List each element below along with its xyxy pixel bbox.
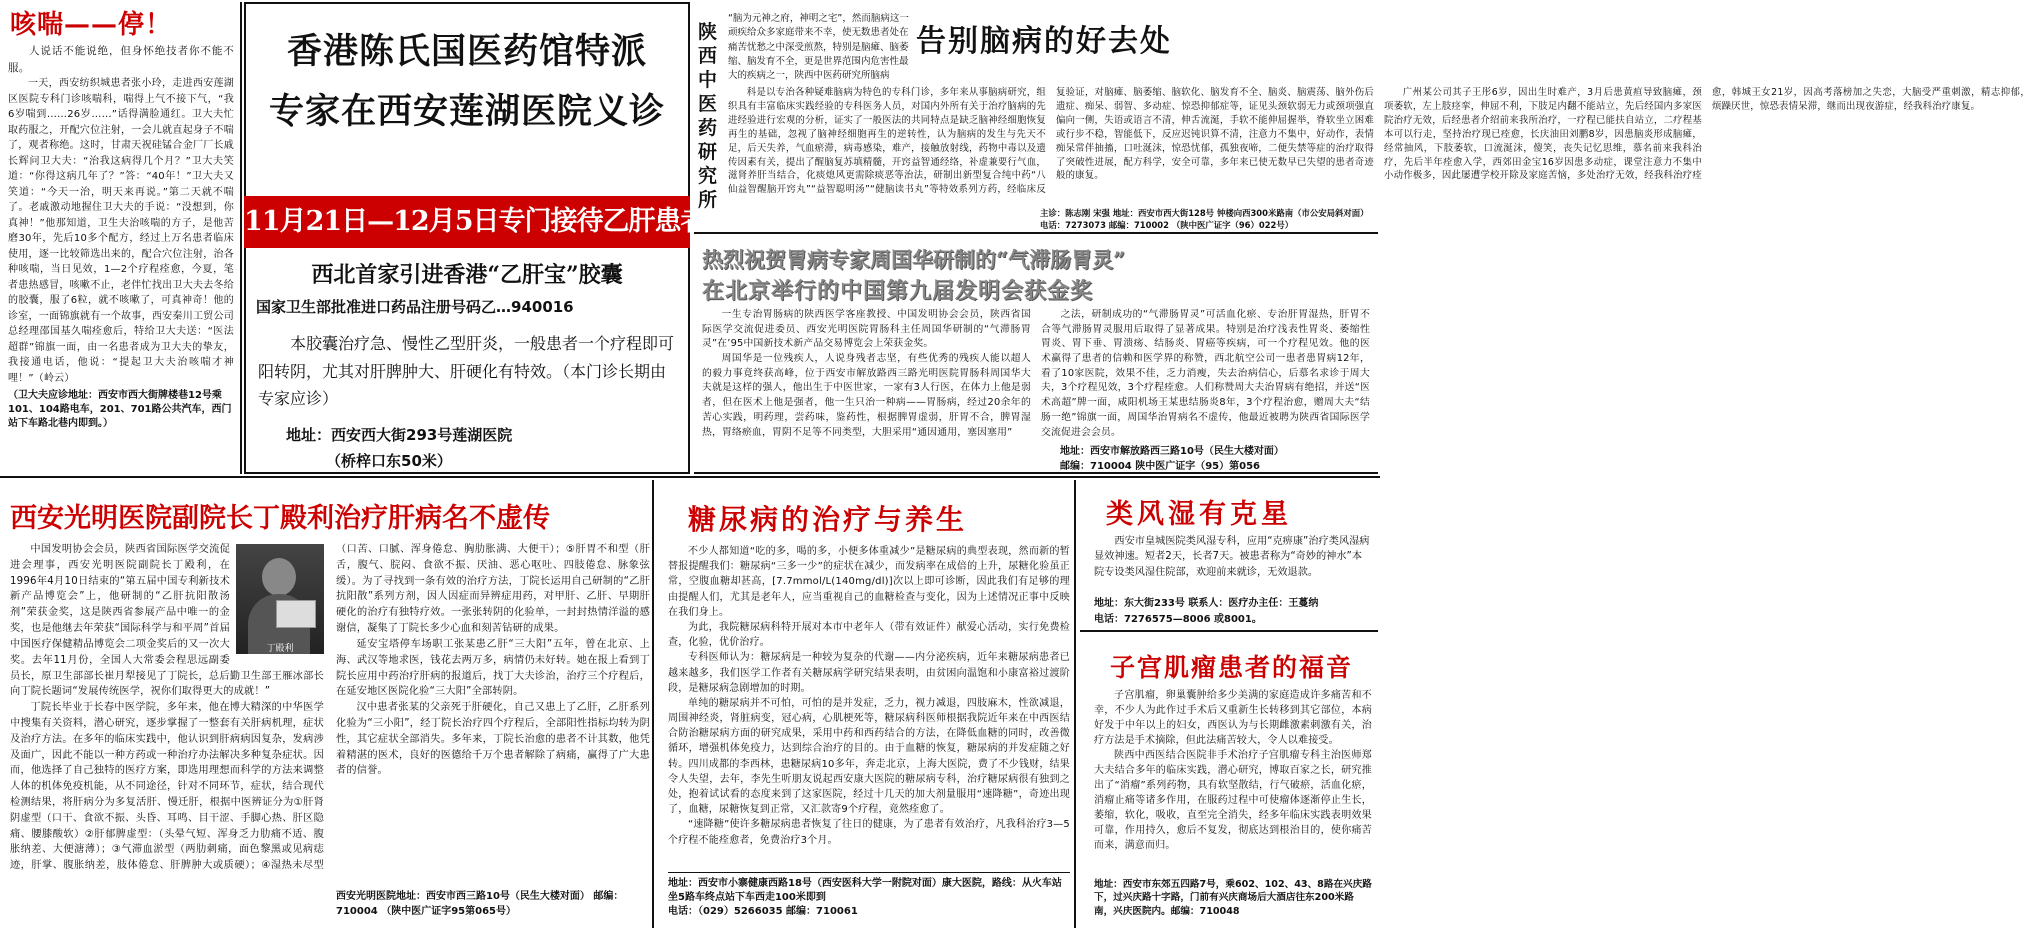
article-cough — [2, 2, 242, 474]
article-diabetes — [658, 480, 1076, 928]
fibroid-paragraph: 陕西中西医结合医院非手术治疗子宫肌瘤专科主治医师郑大夫结合多年的临床实践，潜心研究，博取百家之长，研究推出了“消瘤”系列药物，具有软坚散结，行气破瘀，活血化瘀，消瘤止痛等诸多作用，在服药过程中可使瘤体逐渐停止生长，萎缩，软化，吸收，直至完全消失，经多年临床实践表明效果可靠，作用持久，愈后不复发，彻底达到根治目的，使你痛苦而来，满意而归。 — [1094, 750, 1372, 851]
stomach-title-2: 在北京举行的中国第九届发明会获金奖 — [702, 278, 1094, 304]
hk-headline-1: 香港陈氏国医药馆特派 — [286, 31, 647, 72]
stomach-postcode: 邮编：710004 陕中医广证字（95）第056 — [1060, 461, 1261, 472]
liver-address: 西安光明医院地址：西安市西三路10号（民生大楼对面） 邮编：710004 （陕中医广证字95第065号） — [336, 891, 624, 917]
stomach-title-1: 热烈祝贺胃病专家周国华研制的“气滞肠胃灵” — [702, 247, 1126, 272]
liver-title: 西安光明医院副院长丁殿利治疗肝病名不虚传 — [10, 503, 550, 534]
liver-paragraph: 汉中患者张某的父亲死于肝硬化，自己又患上了乙肝，乙肝系列化验为“三小阳”，经丁院长治疗四个疗程后，全部阳性指标均转为阴性，其它症状全部消失。多年来，丁院长治愈的患者不计其数，他凭着精湛的医术，良好的医德给千万个患者解除了病痛，赢得了广大患者的信誉。 — [336, 702, 650, 777]
brain-address: 主诊：陈志刚 宋强 地址：西安市西大街128号 钟楼向西300米路南（市公安局斜对面） — [1040, 208, 1369, 218]
liver-photo-caption: 丁殿利 — [266, 644, 294, 654]
fibroid-paragraph: 子宫肌瘤，卵巢囊肿给多少美满的家庭造成许多痛苦和不幸，不少人为此作过手术后又重新生长转移到其它部位，本病好发于中年以上的妇女，西医认为与长期雌激素刺激有关，治疗方法是手术摘除，但此法痛苦较大，令人以难接受。 — [1094, 690, 1372, 746]
diabetes-title: 糖尿病的治疗与养生 — [688, 503, 968, 536]
cough-title: 咳喘——停！ — [10, 10, 173, 40]
stomach-paragraph: 一生专治胃肠病的陕西医学客座教授、中国发明协会会员，陕西省国际医学交流促进委员、西安光明医院胃肠科主任周国华研制的“气滞肠胃灵”在’95中国新技术新产品交易博览会上荣获金奖。 — [702, 309, 1031, 350]
stomach-address: 地址：西安市解放路西三路10号（民生大楼对面） — [1060, 446, 1284, 457]
hk-headline-2: 专家在西安莲湖医院义诊 — [268, 91, 665, 132]
article-stomach — [694, 236, 1378, 474]
brain-paragraph: 广州某公司其子王彤6岁，因出生时难产，3月后患黄疸导致脑瘫，颈项萎软，左上肢痉挛，伸屈不利，下肢足内翻不能站立，先后经国内多家医院治疗无效，后经患者介绍前来我所治疗，一疗程已能扶自站立，二疗程基本可以行走，坚持治疗现已痊愈，长庆油田刘鹏8岁，因患脑炎形成脑瘫，经常抽风，下肢萎软，口流涎沫，傻笑，丧失记忆思维，慕名前来我科治疗，先后半年痊愈入学，西郊田金宝16岁因患多动症，课堂注意力不集中小动作极多，因此屡遭学校开除及家庭苦恼，多处治疗无效，经我科治疗痊愈，韩城王女21岁，因高考落榜加之失恋，大脑受严重刺激，精志抑郁，烦躁厌世，惊恐表情呆滞，继而出现夜游症，经我科治疗康复。 — [1384, 87, 2030, 182]
diabetes-phone: 电话：（029）5266035 邮编：710061 — [668, 906, 858, 917]
hk-registration: 国家卫生部批准进口药品注册号码乙…940016 — [256, 298, 574, 316]
rheumatism-address: 地址：东大街233号 联系人：医疗办主任：王蔓纳 — [1094, 598, 1319, 609]
brain-paragraph: 科是以专治各种疑难脑病为特色的专科门诊，多年来从事脑病研究，组织具有丰富临床实践经验的专科医务人员，对国内外所有关于治疗脑病的先进经验进行宏观的分析，证实了一般医法的共同特点是缺乏脑神经细胞恢复再生的基础，忽视了脑神经细胞再生的逆转性，认为脑病的发生与先天不足，后天失养，气血瘀滞，病毒感染，难产，接触放射线，药物中毒以及遗传因素有关，提出了醒脑复苏填精髓，开窍益智通经络，补虚兼要行气血，滋肾养肝当结合，化痰熄风更需除痰恶等治法，研制出新型复合纯中药“八仙益智醒脑开窍丸”“益智聪明汤”“健脑读书丸”等特效系列方药，经临床反复验证，对脑瘫、脑萎缩、脑软化、脑发育不全、脑炎、脑震荡、脑外伤后遗症、痴呆、弱智、多动症、惊恐抑郁症等，证见头颈软弱无力或颈项强直偏向一侧，失语或语言不清，伸舌流涎，手软不能伸屈握举，脊软坐立困难或行步不稳，智能低下，反应迟钝识算不清，注意力不集中，好动作，表情痴呆常伴抽搐，口吐涎沫，惊恐忧郁，孤独夜啼，二便失禁等症的治疗取得了突破性进展，配方科学，安全可靠，多年来已使无数早已失望的患者奇迹般的康复。 — [728, 87, 1374, 196]
cough-paragraph: 人说话不能说绝，但身怀绝技者你不能不服。 — [8, 45, 234, 74]
diabetes-paragraph: 不少人都知道“吃的多，喝的多，小便多体重减少”是糖尿病的典型表现，然而新的暂替报提醒我们：糖尿病“三多一少”的症状在减少，而发病率在成倍的上升，尿糖化验虽正常，空腹血糖却甚高，[7.7mmol/L(140mg/dl)]次以上即可诊断，因此我们有足够的理由提醒人们，尤其是老年人，应当重视自己的血糖检查与变化，因为上述情况正事中反映在我们身上。 — [668, 546, 1070, 618]
brain-intro: “脑为元神之府，神明之宅”，然而脑病这一顽疾给众多家庭带来不幸，使无数患者处在痛苦忧愁之中深受煎熬，特别是脑瘫、脑萎缩、脑发育不全，更是世界范围内危害性最大的疾病之一，陕西中医药研究所脑病 — [728, 13, 909, 81]
article-liver — [2, 480, 654, 928]
rheumatism-body: 西安市皇城医院类风湿专科，应用“克痹康”治疗类风湿病显效神速。短者2天，长者7天。被患者称为“奇妙的神水”本院专设类风湿住院部，欢迎前来就诊，无效退款。 — [1094, 536, 1370, 578]
hk-banner: 11月21日—12月5日专门接待乙肝患者 — [244, 196, 690, 248]
article-fibroid — [1080, 634, 1378, 928]
diabetes-address: 地址：西安市小寨健康西路18号（西安医科大学一附院对面）康大医院，路线：从火车站坐5路车终点站下车西走100米即到 — [668, 878, 1062, 903]
article-hk-clinic — [244, 2, 707, 474]
fibroid-title: 子宫肌瘤患者的福音 — [1110, 653, 1354, 682]
stomach-paragraph: 周国华是一位残疾人，人说身残者志坚，有些优秀的残疾人能以超人的毅力事竟终获高峰，位于西安市解放路西三路光明医院胃肠科周国华大夫就是这样的强人，他出生于中医世家，一家有3人行医，在体力上他是弱者，但在医术上他是强者，他一生只治一种病——胃肠病，经过20余年的苦心实践，明药理，尝药味，鉴药性，根据脾胃虚弱，肝胃不合，脾胃湿热，胃络瘀血，胃阴不足等不同类型，大胆采用“通因通用，塞因塞用” — [702, 353, 1031, 438]
stomach-paragraph: 之法，研制成功的“气滞肠胃灵”可活血化瘀、专治肝胃湿热，肝胃不合等气滞肠胃灵服用后取得了显著成果。特别是治疗浅表性胃炎、萎缩性胃炎、胃下垂、胃溃疡、结肠炎、胃癌等疾病，可一个疗程见效。他的医术赢得了患者的信赖和医学界的称赞，西北航空公司一患者患胃病12年，看了10家医院，效果不佳，乏力消瘦，失去治病信心，后慕名求诊于周大夫，3个疗程见效，3个疗程痊愈。人们称赞周大夫治胃病有绝招，并送“医术高超”牌一面，咸阳机场王某患结肠炎8年，3个疗程治愈，赠周大夫“结肠一绝”锦旗一面，周国华治胃病名不虚传，他最近被聘为陕西省国际医学交流促进会会员。 — [1041, 309, 1370, 438]
cough-address: （卫大夫应诊地址：西安市西大街牌楼巷12号乘101、104路电车，201、701路公共汽车，西门站下车路北巷内即到。） — [8, 390, 232, 430]
liver-paragraph: 中国发明协会会员，陕西省国际医学交流促进会理事，西安光明医院副院长丁殿利，在1996年4月10日结束的“第五届中国专利新技术新产品博览会”上，他研制的“乙肝抗阳散汤剂”荣获金奖，这是陕西省参展产品中唯一的金奖，也是他继去年荣获“国际科学与和平周”首届中国医疗保健精品博览会二项金奖后的又一次大奖。去年11月份，全国人大常委会程思远副委员长，原卫生部部长崔月犁接见了丁院长，总后勤卫生部王雁冰部长向丁院长题词“发展传统医学，祝你们取得更大的成就！” — [10, 544, 324, 698]
diabetes-paragraph: “速降糖”使许多糖尿病患者恢复了往日的健康，为了患者有效治疗，凡我科治疗3—5个疗程不能痊愈者，免费治疗3个月。 — [668, 819, 1070, 846]
hk-subtitle: 西北首家引进香港“乙肝宝”胶囊 — [311, 262, 623, 288]
brain-vertical-label: 陕西中医药研究所 — [698, 21, 718, 211]
article-rheumatism — [1080, 480, 1378, 632]
diabetes-paragraph: 为此，我院糖尿病科特开展对本市中老年人（带有效证件）献爱心活动，实行免费检查，化验，优价治疗。 — [668, 621, 1070, 649]
liver-photo — [236, 544, 324, 654]
page-divider — [0, 476, 1380, 478]
diabetes-paragraph: 单纯的糖尿病并不可怕，可怕的是并发症，乏力，视力减退，四肢麻木，性欲减退，周围神经炎，肾脏病变，冠心病，心肌梗死等，糖尿病科医师根据我院近年来在中西医结合防治糖尿病方面的研究成果，采用中药和西药结合的方法，在降低血糖的同时，改善微循环，增强机体免疫力，达到综合治疗的目的。由于血糖的恢复，糖尿病的并发症随之好转。四川成都的李西林，患糖尿病10多年，奔走北京，上海大医院，费了不少钱财，结果令人失望，去年，李先生听朋友说起西安康大医院的糖尿病专科，治疗糖尿病很有独到之处，抱着试试看的态度来到了这家医院，经过十几天的加大剂量服用“速降糖”，奇迹出现了，血糖，尿糖恢复到正常，又汇款寄9个疗程，竟然痊愈了。 — [668, 697, 1070, 816]
brain-phone: 电话：7273073 邮编：710002 （陕中医广证字（96）022号） — [1040, 220, 1294, 230]
brain-title: 告别脑病的好去处 — [916, 24, 1172, 59]
hk-address-note: （桥梓口东50米） — [326, 452, 452, 470]
cough-paragraph: 一天，西安纺织城患者张小玲，走进西安莲湖区医院专科门诊咳喘科，喘得上气不接下气，“我6岁喘到……26岁……”话得满脸通红。卫大夫忙取药服之，开配穴位注射，一会儿就直起身子不喘了，观者称绝。这时，甘肃天祝硅锰合金厂厂长戚长辉问卫大夫：“治我这病得几个月？”卫大夫笑道：“你得这病几年了？”答：“40年！”卫大夫又笑道：“今天一治，明天来再说。”第二天就不喘了。老戚激动地握住卫大夫的手说：“没想到，你真神！”他那知道，卫生夫治咳喘的方子，是他苦磨30年，先后10多个配方，经过上万名患者临床使用，逐一比较筛选出来的，配合穴位注射，治各种咳喘，当日见效，1—2个疗程痊愈，今夏，笔者患热感冒，咳嗽不止，老伴忙找出卫大夫去冬给的胶囊，服了6粒，就不咳嗽了，可真神奇！他的诊室，一面锦旗就有一个故事，西安秦川工贸公司总经理邵国基久喘痊愈后，特给卫大夫送：“医法超群”锦旗一面，由一名患者成为卫大夫的挚友，我接通电话，他说：“提起卫大夫治咳喘才神哩！”（岭云） — [8, 78, 234, 384]
rheumatism-phone: 电话：7276575—8006 或8001。 — [1094, 614, 1262, 625]
liver-paragraph: 延安宝塔停车场职工张某患乙肝“三大阳”五年，曾在北京、上海、武汉等地求医，钱花去两万多，病情仍未好转。她在报上看到丁院长应用中药治疗肝病的报道后，找丁大夫诊治，治疗三个疗程后，在延安地区医院化验“三大阳”全部转阴。 — [336, 638, 650, 698]
liver-paragraph: 丁院长毕业于长春中医学院，多年来，他在博大精深的中华医学中搜集有关资料，潜心研究，逐步掌握了一整套有关肝病机理，症状及治疗方法。在多年的临床实践中，他认识到肝病病因复杂，发病涉及面广，因此不能以一种方药或一种治疗办法解决多种复杂症状。因而，他选择了自己独特的医疗方案，即选用理想而科学的方法来调整人体的机体免疫机能，从不同途径，针对不同环节，症状，结合现代检测结果，将肝病分为多复活肝、慢迁肝，根据中医辨证分为①肝肾阴虚型（口干、食欲不振、头昏、耳鸣、目干涩、手脚心热、肝区隐痛、腰膝酸软）②肝郁脾虚型：（头晕气短、浑身乏力肋痛不适、腹胀纳差、大便溏薄）；③气滞血淤型（两肋刺痛，面色黎黑或见病痣迹，肝掌、腹胀纳差，肢体倦怠、肝脾肿大或质硬）；④湿热未尽型（口苦、口腻、浑身倦怠、胸肋胀满、大便干）；⑤肝胃不和型（肝舌，腹气、脘闷、食欲不振、厌油、恶心呕吐、四肢倦怠、脉象弦缓）。为了寻找到一条有效的治疗方法，丁院长运用自己研制的“乙肝抗阳散”系列方剂，因人因症而异辨症用药，对甲肝、乙肝、早期肝硬化的治疗有独特疗效。一张张转阴的化验单，一封封热情洋溢的感谢信，凝集了丁院长多少心血和刻苦钻研的成果。 — [10, 544, 650, 872]
diabetes-paragraph: 专科医师认为：糖尿病是一种较为复杂的代谢——内分泌疾病，近年来糖尿病患者已越来越多，我们医学工作者有关糖尿病学研究结果表明，由贫困向温饱和小康富裕过渡阶段，是糖尿病急剧增加的时期。 — [668, 652, 1070, 694]
rheumatism-title: 类风湿有克星 — [1106, 499, 1292, 530]
fibroid-address: 地址：西安市东郊五四路7号，乘602、102、43、8路在兴庆路下，过兴庆路十字路，门前有兴庆商场后大酒店往东200米路南，兴庆医院内。邮编：710048 — [1094, 879, 1372, 917]
hk-body: 本胶囊治疗急、慢性乙型肝炎，一般患者一个疗程即可阳转阴，尤其对肝脾肿大、肝硬化有特效。（本门诊长期由专家应诊） — [258, 334, 675, 409]
article-brain — [694, 2, 2030, 234]
hk-address: 地址：西安西大街293号莲湖医院 — [286, 426, 513, 444]
